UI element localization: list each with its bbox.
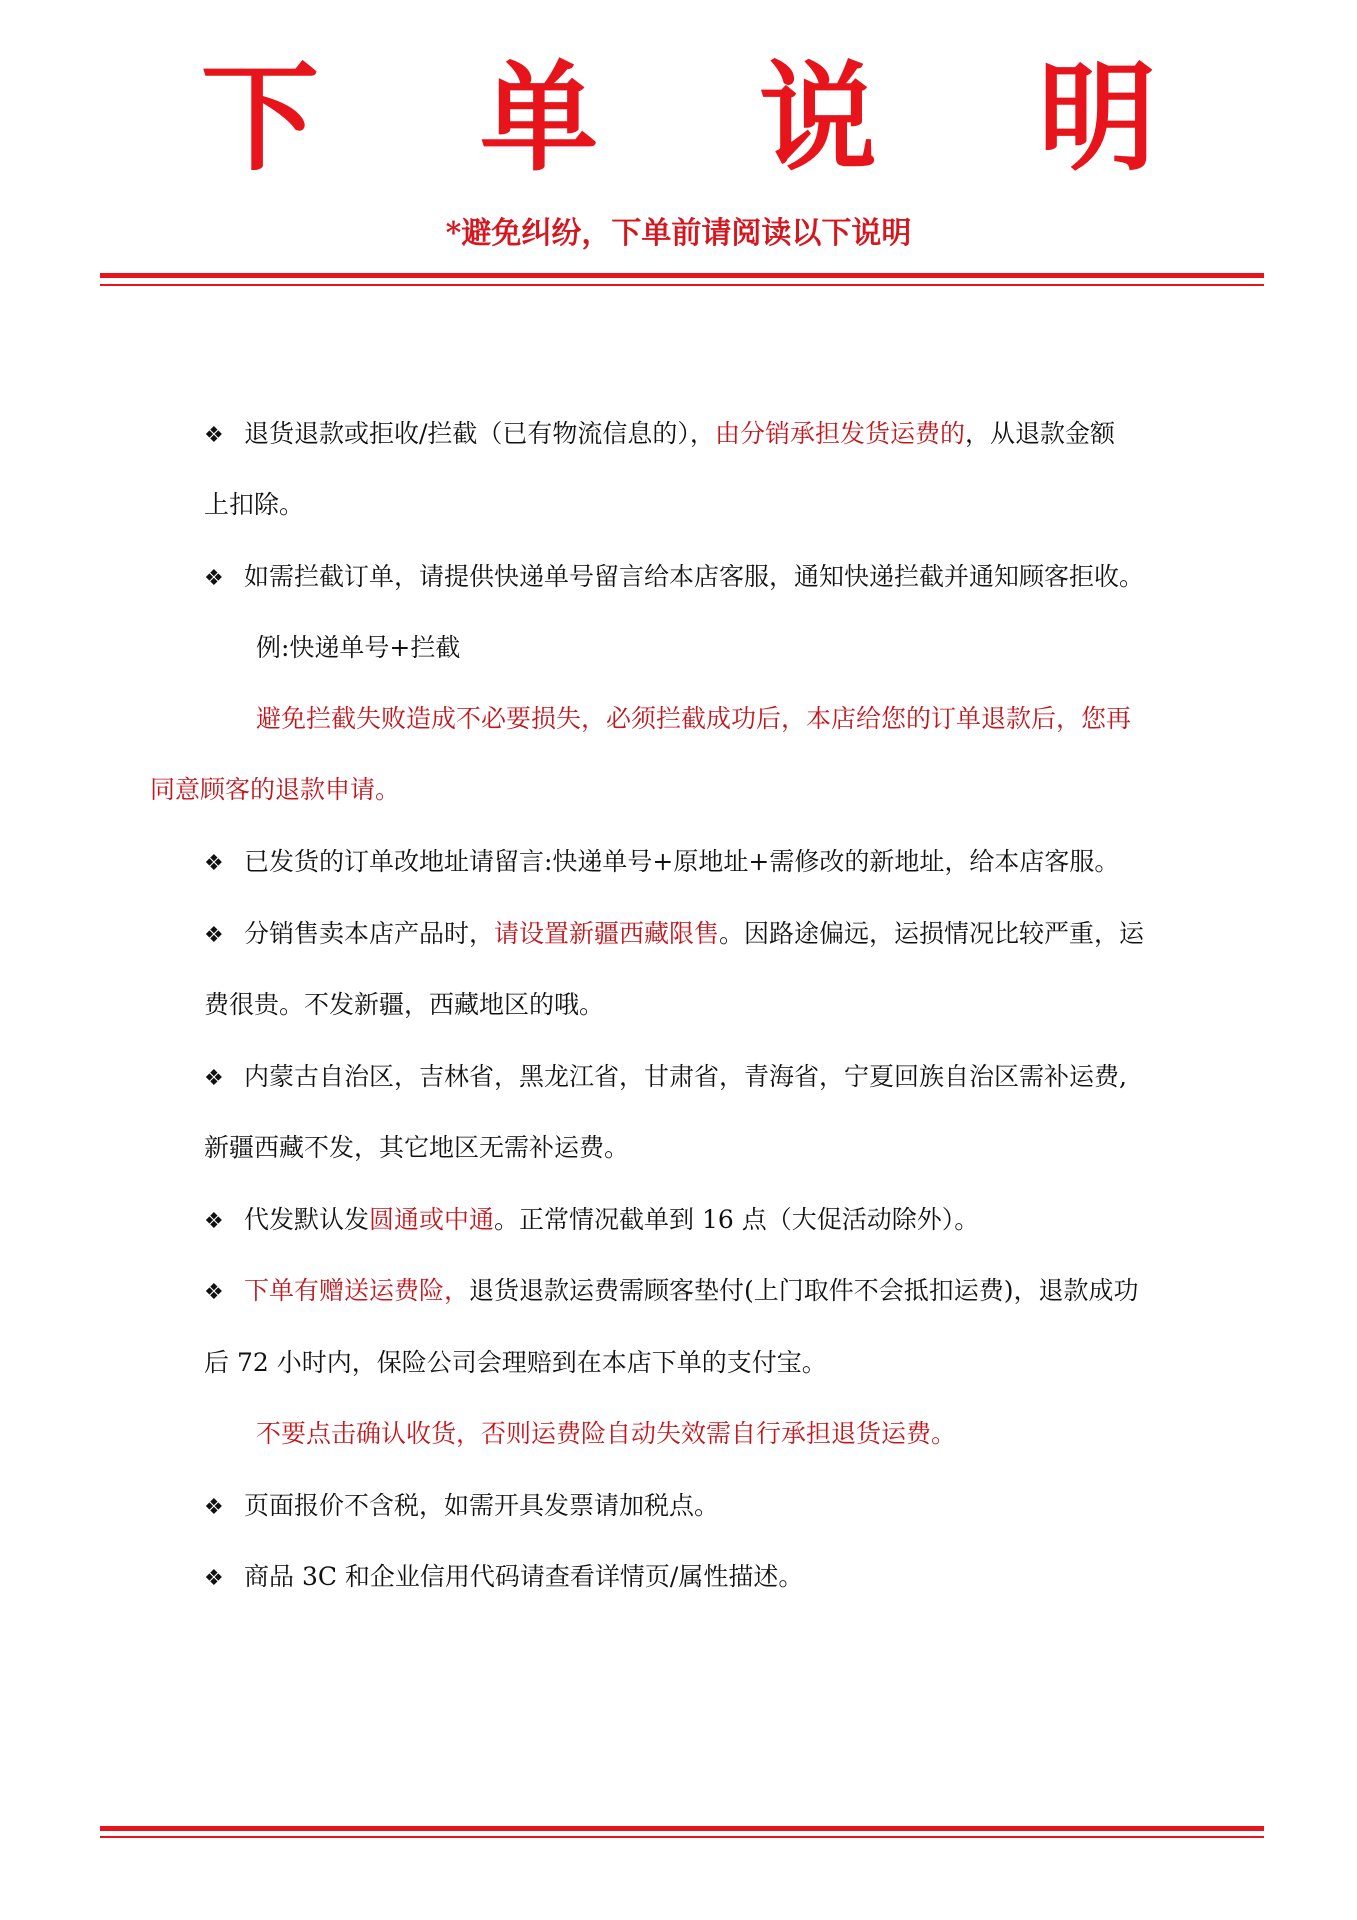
list-item: ❖ 已发货的订单改地址请留言:快递单号+原地址+需修改的新地址，给本店客服。 xyxy=(204,845,1119,881)
page-title: 下 单 说 明 xyxy=(200,48,1217,187)
list-item: ❖ 退货退款或拒收/拦截（已有物流信息的），由分销承担发货运费的，从退款金额 xyxy=(204,417,1115,453)
list-item-continuation: 后 72 小时内，保险公司会理赔到在本店下单的支付宝。 xyxy=(204,1348,827,1377)
warning-text-continuation: 同意顾客的退款申请。 xyxy=(150,775,401,804)
list-item: ❖ 代发默认发圆通或中通。正常情况截单到 16 点（大促活动除外）。 xyxy=(204,1203,979,1239)
list-item-continuation: 新疆西藏不发，其它地区无需补运费。 xyxy=(204,1133,630,1162)
diamond-bullet-icon: ❖ xyxy=(204,851,224,876)
diamond-bullet-icon: ❖ xyxy=(204,1280,224,1305)
diamond-bullet-icon: ❖ xyxy=(204,566,224,591)
list-item: ❖ 商品 3C 和企业信用代码请查看详情页/属性描述。 xyxy=(204,1560,803,1596)
list-item-continuation: 费很贵。不发新疆，西藏地区的哦。 xyxy=(204,990,605,1019)
warning-text: 不要点击确认收货，否则运费险自动失效需自行承担退货运费。 xyxy=(256,1419,957,1448)
example-text: 例:快递单号+拦截 xyxy=(256,633,461,662)
list-item: ❖ 如需拦截订单，请提供快递单号留言给本店客服，通知快递拦截并通知顾客拒收。 xyxy=(204,560,1144,596)
list-item: ❖ 下单有赠送运费险，退货退款运费需顾客垫付(上门取件不会抵扣运费)，退款成功 xyxy=(204,1274,1139,1310)
page-subtitle: *避免纠纷，下单前请阅读以下说明 xyxy=(445,216,912,251)
list-item: ❖ 分销售卖本店产品时，请设置新疆西藏限售。因路途偏远，运损情况比较严重，运 xyxy=(204,917,1144,953)
warning-text: 避免拦截失败造成不必要损失，必须拦截成功后，本店给您的订单退款后，您再 xyxy=(256,704,1132,733)
diamond-bullet-icon: ❖ xyxy=(204,423,224,448)
bottom-divider-thick xyxy=(100,1826,1264,1831)
list-item: ❖ 内蒙古自治区，吉林省，黑龙江省，甘肃省，青海省，宁夏回族自治区需补运费, xyxy=(204,1060,1127,1096)
top-divider-thin xyxy=(100,284,1264,286)
top-divider-thick xyxy=(100,273,1264,278)
bottom-divider-thin xyxy=(100,1836,1264,1838)
diamond-bullet-icon: ❖ xyxy=(204,1209,224,1234)
diamond-bullet-icon: ❖ xyxy=(204,1495,224,1520)
diamond-bullet-icon: ❖ xyxy=(204,1566,224,1591)
list-item-continuation: 上扣除。 xyxy=(204,490,305,519)
list-item: ❖ 页面报价不含税，如需开具发票请加税点。 xyxy=(204,1489,719,1525)
diamond-bullet-icon: ❖ xyxy=(204,923,224,948)
diamond-bullet-icon: ❖ xyxy=(204,1066,224,1091)
